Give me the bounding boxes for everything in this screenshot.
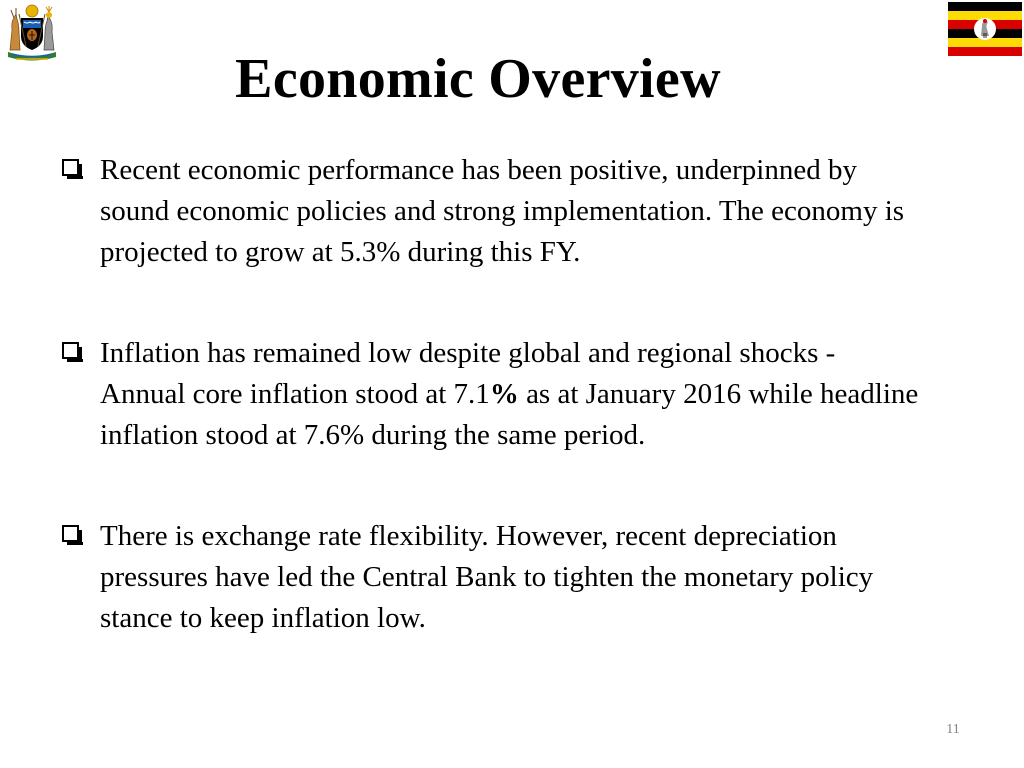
checkbox-bullet-icon [62, 159, 79, 176]
bullet-item-growth [60, 150, 920, 273]
bullet-text-part: as at January 2016 while headline inflation stood at 7.6% during the same period. [100, 378, 919, 451]
bullet-text: Recent economic performance has been positive, underpinned by sound economic policies and strong implementation. The economy is projected to grow at 5.3% during this FY. [100, 154, 905, 268]
bullet-item-inflation [60, 333, 920, 456]
bullet-text: There is exchange rate flexibility. However, recent depreciation pressures have led the Central Bank to tighten the monetary policy stance to keep inflation low. [100, 520, 874, 634]
page-number: 11 [946, 722, 960, 737]
bullet-text-part: Inflation has remained low despite global and regional shocks - Annual core inflation stood at 7.1 [100, 337, 836, 410]
bullet-item-exchange-rate [60, 516, 920, 639]
slide-title: Economic Overview [235, 48, 721, 110]
flag-icon [948, 2, 1022, 56]
bullet-text-bold-percent: % [489, 378, 519, 410]
checkbox-bullet-icon [62, 525, 79, 542]
bullet-list [60, 150, 920, 639]
checkbox-bullet-icon [62, 342, 79, 359]
